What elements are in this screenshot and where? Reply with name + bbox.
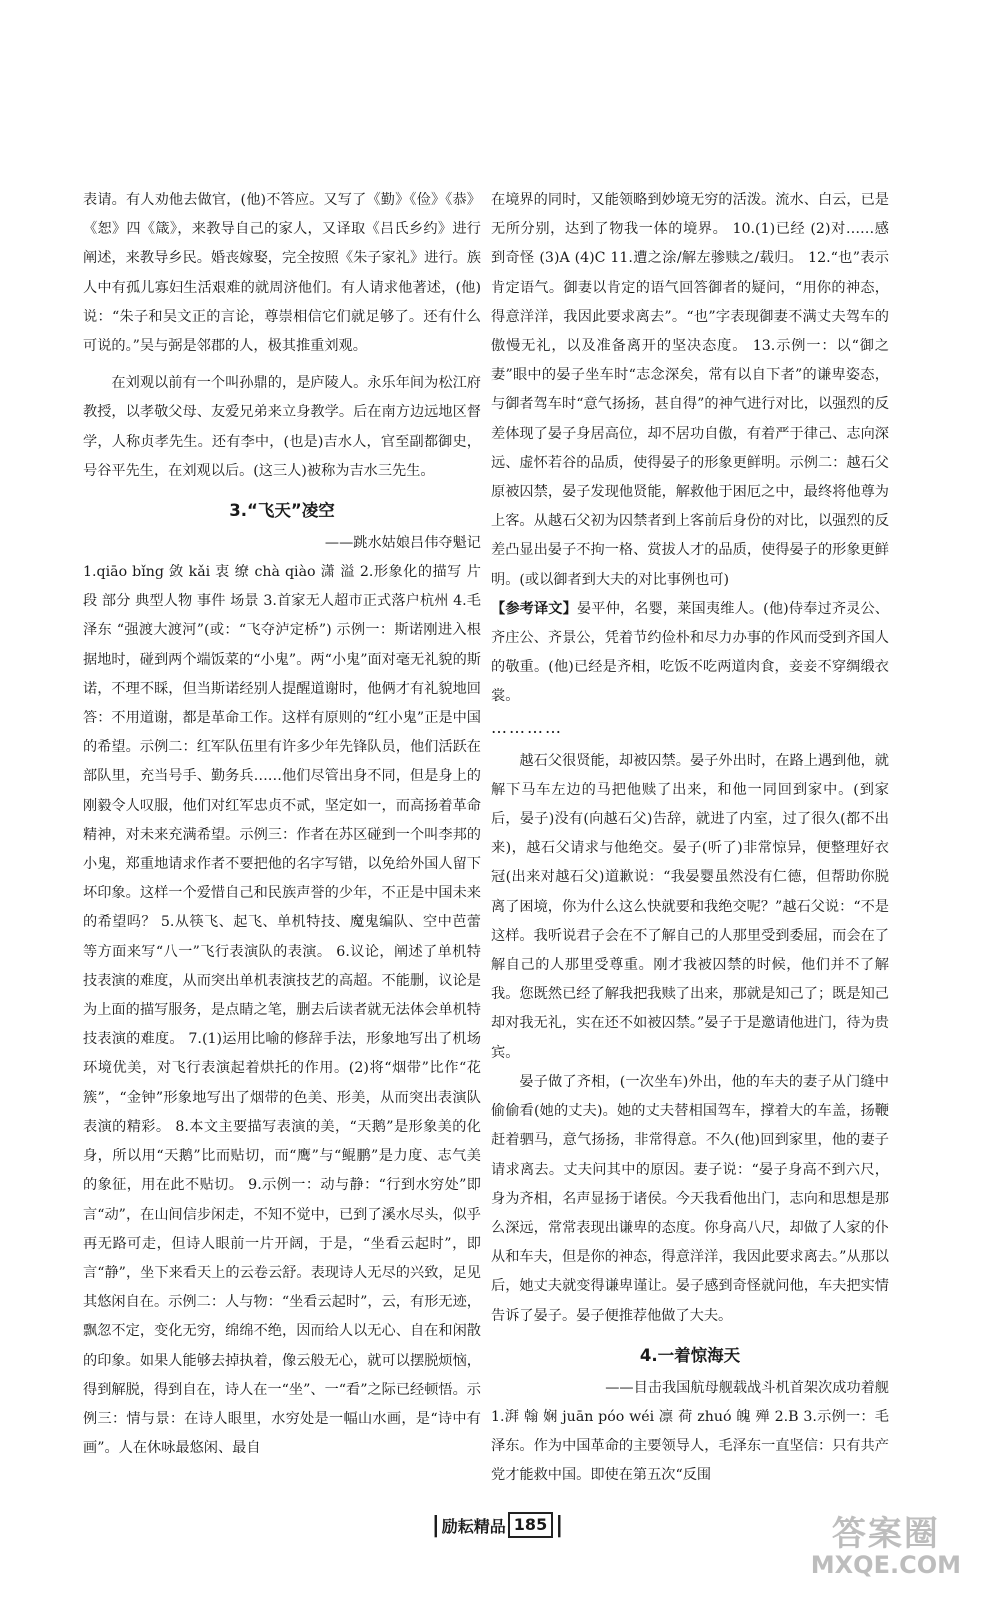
reference-text: 晏平仲，名婴，莱国夷维人。(他)侍奉过齐灵公、齐庄公、齐景公，凭着节约俭朴和尽力办事的作风而受到齐国人的敬重。(他)已经是齐相，吃饭不吃两道肉食，妾妾不穿绸缎衣裳。 xyxy=(491,600,889,705)
reference-label: 【参考译文】 xyxy=(491,600,577,617)
section-title: 4.一着惊海天 xyxy=(639,1345,741,1365)
reference-translation xyxy=(491,595,889,712)
section-subtitle: ——跳水姑娘吕伟夺魁记 xyxy=(324,535,481,552)
watermark-logo xyxy=(811,1516,961,1578)
translation-paragraph: 在刘观以前有一个叫孙鼎的，是庐陵人。永乐年间为松江府教授，以孝敬父母、友爱兄弟来立身教学。后在南方边远地区督学，人称贞孝先生。还有李中，(也是)吉水人，官至副都御史，号谷平先生，在刘观以后。(这三人)被称为吉水三先生。 xyxy=(83,375,481,479)
right-column xyxy=(491,186,889,1490)
page-number: 185 xyxy=(508,1512,553,1538)
section-subtitle: ——目击我国航母舰载战斗机首架次成功着舰 xyxy=(605,1379,889,1396)
ellipsis-separator: ………… xyxy=(491,717,563,737)
left-column xyxy=(83,186,481,1463)
watermark-bottom: MXQE.COM xyxy=(810,1551,961,1579)
bracket-left-icon: | xyxy=(431,1512,440,1538)
translation-paragraph: 表请。有人劝他去做官，(他)不答应。又写了《勤》《俭》《恭》《恕》四《箴》，来教导自己的家人，又译取《吕氏乡约》进行阐述，来教导乡民。婚丧嫁娶，完全按照《朱子家礼》进行。族人中有孤儿寡妇生活艰难的就周济他们。有人请求他著述，(他)说：“朱子和吴文正的言论，尊崇相信它们就足够了。还有什么可说的。”吴与弼是邻郡的人，极其推重刘观。 xyxy=(83,192,481,355)
section-title: 3.“飞天”凌空 xyxy=(229,501,335,521)
answer-block: 1.qiāo bǐng 敛 kǎi 衷 缭 chà qiào 潇 溢 2.形象化的描写 片段 部分 典型人物 事件 场景 3.首家无人超市正式落户杭州 4.毛泽东 “强渡大渡河”(或：“飞夺泸定桥”) 示例一：斯诺刚进入根据地时，碰到两个端饭菜的“小鬼”。两“小鬼”面对毫无礼貌的斯诺，不理不睬，但当斯诺经别人提醒道谢时，他俩才有礼貌地回答：不用道谢，都是革命工作。这样有原则的“红小鬼”正是中国的希望。示例二：红军队伍里有许多少年先锋队员，他们活跃在部队里，充当号手、勤务兵……他们尽管出身不同，但是身上的刚毅令人叹服，他们对红军忠贞不贰，坚定如一，而高扬着革命精神，对未来充满希望。示例三：作者在苏区碰到一个叫李邦的小鬼，郑重地请求作者不要把他的名字写错，以免给外国人留下坏印象。这样一个爱惜自己和民族声誉的少年，不正是中国未来的希望吗？ 5.从筷飞、起飞、单机特技、魔鬼编队、空中芭蕾等方面来写“八一”飞行表演队的表演。 6.议论，阐述了单机特技表演的难度，从而突出单机表演技艺的高超。不能删，议论是为上面的描写服务，是点睛之笔，删去后读者就无法体会单机特技表演的难度。 7.(1)运用比喻的修辞手法，形象地写出了机场环境优美，对飞行表演起着烘托的作用。(2)将“烟带”比作“花簇”，“金钟”形象地写出了烟带的色美、形美，从而突出表演队表演的精彩。 8.本文主要描写表演的美，“天鹅”是形象美的化身，所以用“天鹅”比而贴切，而“鹰”与“鲲鹏”是力度、志气美的象征，用在此不贴切。 9.示例一：动与静：“行到水穷处”即言“动”，在山间信步闲走，不知不觉中，已到了溪水尽头，似乎再无路可走，但诗人眼前一片开阔，于是，“坐看云起时”，即言“静”，坐下来看天上的云卷云舒。表现诗人无尽的兴致，足见其悠闲自在。示例二：人与物：“坐看云起时”，云，有形无迹，飘忽不定，变化无穷，绵绵不绝，因而给人以无心、自在和闲散的印象。如果人能够去掉执着，像云般无心，就可以摆脱烦恼，得到解脱，得到自在，诗人在一“坐”、一“看”之际已经顿悟。示例三：情与景：在诗人眼里，水穷处是一幅山水画，是“诗中有画”。人在休咏最悠闲、最自 xyxy=(83,564,481,1457)
footer-brand: 励耘精品 xyxy=(441,1516,506,1536)
translation-paragraph: 晏子做了齐相，(一次坐车)外出，他的车夫的妻子从门缝中偷偷看(她的丈夫)。她的丈夫替相国驾车，撑着大的车盖，扬鞭赶着驷马，意气扬扬，非常得意。不久(他)回到家里，他的妻子请求离去。丈夫问其中的原因。妻子说：“晏子身高不到六尺，身为齐相，名声显扬于诸侯。今天我看他出门，志向和思想是那么深远，常常表现出谦卑的态度。你身高八尺，却做了人家的仆从和车夫，但是你的神态，得意洋洋，我因此要求离去。”从那以后，她丈夫就变得谦卑谨让。晏子感到奇怪就问他，车夫把实情告诉了晏子。晏子便推荐他做了大夫。 xyxy=(491,1073,889,1324)
bracket-right-icon: | xyxy=(555,1512,564,1538)
answer-block: 1.湃 翰 娴 juān póo wéi 凛 荷 zhuó 魄 殚 2.B 3.示例一：毛泽东。作为中国革命的主要领导人，毛泽东一直坚信：只有共产党才能救中国。即使在第五次“反围 xyxy=(491,1408,889,1484)
answer-block: 在境界的同时，又能领略到妙境无穷的活泼。流水、白云，已是无所分别，达到了物我一体的境界。 10.(1)已经 (2)对……感到奇怪 (3)A (4)C 11.遭之涂/解左骖赎之/载归。 12.“也”表示肯定语气。御妻以肯定的语气回答御者的疑问，“用你的神态，得意洋洋，我因此要求离去”。“也”字表现御妻不满丈夫驾车的傲慢无礼，以及准备离开的坚决态度。 13.示例一：以“御之妻”眼中的晏子坐车时“志念深矣，常有以自下者”的谦卑姿态，与御者驾车时“意气扬扬，甚自得”的神气进行对比，以强烈的反差体现了晏子身居高位，却不居功自傲，有着严于律己、志向深远、虚怀若谷的品质，使得晏子的形象更鲜明。示例二：越石父原被囚禁，晏子发现他贤能，解救他于困厄之中，最终将他尊为上客。从越石父初为囚禁者到上客前后身份的对比，以强烈的反差凸显出晏子不拘一格、赏拔人才的品质，使得晏子的形象更鲜明。(或以御者到大夫的对比事例也可) xyxy=(491,192,889,588)
translation-paragraph: 越石父很贤能，却被囚禁。晏子外出时，在路上遇到他，就解下马车左边的马把他赎了出来，和他一同回到家中。(到家后，晏子)没有(向越石父)告辞，就进了内室，过了很久(都不出来)，越石父请求与他绝交。晏子(听了)非常惊异，便整理好衣冠(出来对越石父)道歉说：“我晏婴虽然没有仁德，但帮助你脱离了困境，你为什么这么快就要和我绝交呢？”越石父说：“不是这样。我听说君子会在不了解自己的人那里受到委屈，而会在了解自己的人那里受尊重。刚才我被囚禁的时候，他们并不了解我。您既然已经了解我把我赎了出来，那就是知己了；既是知己却对我无礼，实在还不如被囚禁。”晏子于是邀请他进门，待为贵宾。 xyxy=(491,752,889,1061)
watermark-top: 答案圈 xyxy=(831,1514,940,1554)
page-badge xyxy=(432,1512,564,1538)
